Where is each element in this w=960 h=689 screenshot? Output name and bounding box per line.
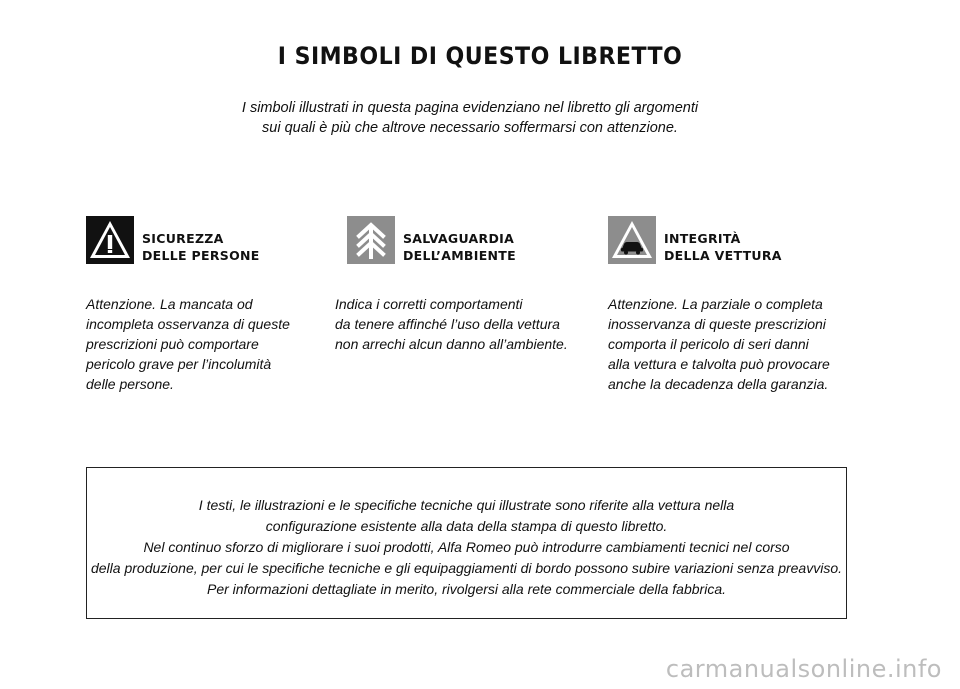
disclaimer-text xyxy=(87,495,846,600)
disclaimer-line: Per informazioni dettagliate in merito, rivolgersi alla rete commerciale della fabbrica. xyxy=(206,581,726,597)
warning-triangle-icon xyxy=(86,216,134,264)
symbol-label-line: INTEGRITÀ xyxy=(664,231,741,246)
symbol-description-vehicle xyxy=(608,294,830,394)
disclaimer-box xyxy=(86,467,847,619)
car-warning-icon xyxy=(608,216,656,264)
description-line: Indica i corretti comportamenti xyxy=(335,296,523,312)
description-line: Attenzione. La parziale o completa xyxy=(608,296,823,312)
symbol-description-safety xyxy=(86,294,290,394)
disclaimer-line: I testi, le illustrazioni e le specifiche tecniche qui illustrate sono riferite alla vettura nella xyxy=(198,497,735,513)
description-line: anche la decadenza della garanzia. xyxy=(608,376,829,392)
symbol-label-line: SICUREZZA xyxy=(142,231,224,246)
description-line: comporta il pericolo di seri danni xyxy=(608,336,809,352)
description-line: pericolo grave per l’incolumità xyxy=(86,356,272,372)
symbol-label xyxy=(142,230,260,264)
disclaimer-line: della produzione, per cui le specifiche tecniche e gli equipaggiamenti di bordo possono subire variazioni senza preavviso. xyxy=(90,560,842,576)
page-title: I SIMBOLI DI QUESTO LIBRETTO xyxy=(277,42,683,70)
tree-icon xyxy=(347,216,395,264)
disclaimer-line: Nel continuo sforzo di migliorare i suoi prodotti, Alfa Romeo può introdurre cambiamenti tecnici nel corso xyxy=(143,539,790,555)
disclaimer-line: configurazione esistente alla data della stampa di questo libretto. xyxy=(265,518,668,534)
intro-line: sui quali è più che altrove necessario soffermarsi con attenzione. xyxy=(262,120,678,136)
watermark: carmanualsonline.info xyxy=(665,655,942,683)
symbol-label-line: DELLA VETTURA xyxy=(664,248,782,263)
symbol-label xyxy=(664,230,782,264)
intro-line: I simboli illustrati in questa pagina evidenziano nel libretto gli argomenti xyxy=(241,100,699,116)
description-line: delle persone. xyxy=(86,376,174,392)
symbol-description-environment xyxy=(335,294,568,354)
symbol-label-line: SALVAGUARDIA xyxy=(403,231,515,246)
symbol-label-line: DELLE PERSONE xyxy=(142,248,260,263)
symbol-label xyxy=(403,230,516,264)
description-line: da tenere affinché l’uso della vettura xyxy=(335,316,560,332)
description-line: Attenzione. La mancata od xyxy=(86,296,253,312)
description-line: inosservanza di queste prescrizioni xyxy=(608,316,826,332)
description-line: non arrechi alcun danno all’ambiente. xyxy=(335,336,568,352)
description-line: prescrizioni può comportare xyxy=(86,336,259,352)
description-line: alla vettura e talvolta può provocare xyxy=(608,356,830,372)
description-line: incompleta osservanza di queste xyxy=(86,316,290,332)
symbol-label-line: DELL’AMBIENTE xyxy=(403,248,516,263)
intro-text xyxy=(180,98,760,138)
